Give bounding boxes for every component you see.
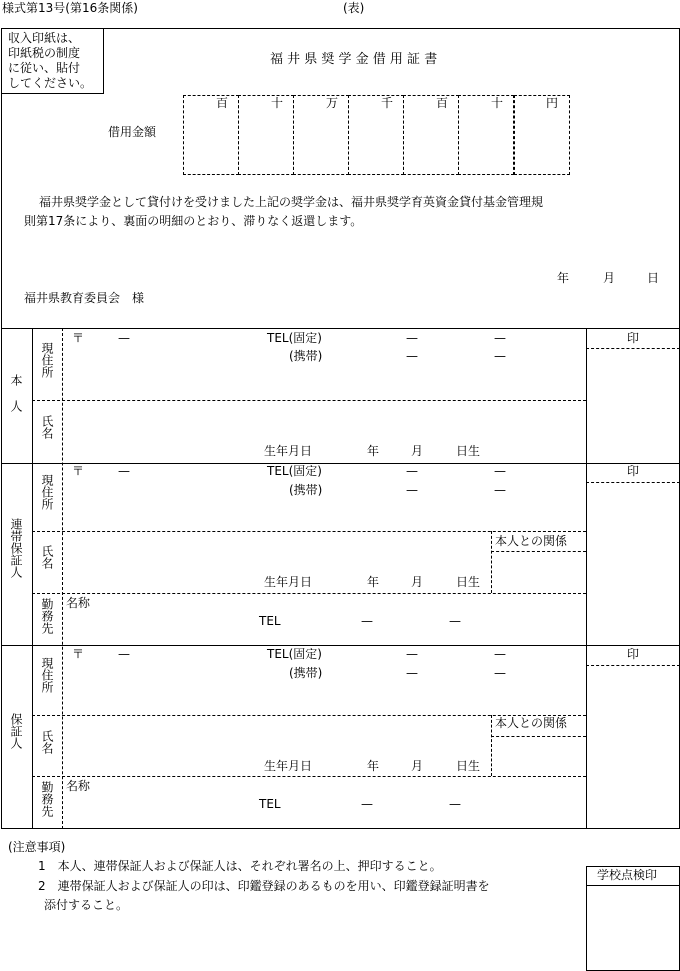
birth-month: 月 bbox=[411, 759, 424, 773]
work-tel-label: TEL bbox=[259, 797, 281, 811]
address-label: 現住所 bbox=[40, 342, 54, 378]
name-label: 氏名 bbox=[40, 545, 54, 569]
tel-fixed-label: TEL(固定) bbox=[267, 464, 322, 478]
date-day: 日 bbox=[647, 271, 660, 285]
amount-digit-box[interactable] bbox=[348, 95, 404, 175]
section-label-joint-guarantor: 連帯保証人 bbox=[9, 518, 23, 578]
birth-day: 日生 bbox=[456, 759, 481, 773]
amount-unit: 百 bbox=[216, 96, 229, 110]
tel-mobile-label: (携帯) bbox=[289, 349, 323, 363]
dash: — bbox=[449, 614, 461, 628]
dash: — bbox=[449, 797, 461, 811]
date-year: 年 bbox=[557, 271, 570, 285]
principal-name-field[interactable] bbox=[63, 401, 585, 462]
revenue-stamp-note-text: 収入印紙は、 印紙税の制度 に従い、貼付 してください。 bbox=[8, 31, 93, 90]
name-label: 氏名 bbox=[40, 730, 54, 754]
dash: — bbox=[361, 797, 373, 811]
principal-seal-field[interactable] bbox=[587, 349, 679, 462]
postal-mark: 〒 bbox=[72, 647, 85, 661]
birthdate-label: 生年月日 bbox=[264, 444, 313, 458]
work-tel-label: TEL bbox=[259, 614, 281, 628]
addressee: 福井県教育委員会 様 bbox=[24, 291, 145, 305]
amount-digit-box[interactable] bbox=[514, 95, 570, 175]
dash: — bbox=[494, 483, 506, 497]
amount-label: 借用金額 bbox=[108, 125, 157, 139]
relation-label: 本人との関係 bbox=[495, 716, 568, 730]
amount-unit: 円 bbox=[546, 96, 559, 110]
body-text-line1: 福井県奨学金として貸付けを受けました上記の奨学金は、福井県奨学育英資金貸付基金管理規 bbox=[39, 195, 544, 209]
address-label: 現住所 bbox=[40, 474, 54, 510]
dash: — bbox=[494, 647, 506, 661]
page-side-label: (表) bbox=[343, 1, 365, 15]
section-label-guarantor: 保証人 bbox=[9, 713, 23, 749]
amount-unit: 千 bbox=[381, 96, 394, 110]
dash: — bbox=[406, 331, 418, 345]
notes-item-1: 1 本人、連帯保証人および保証人は、それぞれ署名の上、押印すること。 bbox=[38, 859, 442, 873]
dash: — bbox=[406, 647, 418, 661]
page-title: 福 井 県 奨 学 金 借 用 証 書 bbox=[270, 52, 438, 67]
principal-address-field[interactable] bbox=[63, 329, 585, 399]
dash: — bbox=[494, 464, 506, 478]
section-label-principal: 本人 bbox=[9, 374, 23, 426]
form-number: 様式第13号(第16条関係) bbox=[2, 1, 138, 15]
tel-mobile-label: (携帯) bbox=[289, 666, 323, 680]
tel-fixed-label: TEL(固定) bbox=[267, 331, 322, 345]
birth-year: 年 bbox=[367, 575, 380, 589]
amount-digit-box[interactable] bbox=[183, 95, 239, 175]
birth-day: 日生 bbox=[456, 444, 481, 458]
notes-item-2: 2 連帯保証人および保証人の印は、印鑑登録のあるものを用い、印鑑登録証明書を bbox=[38, 879, 490, 893]
dash: — bbox=[118, 464, 130, 478]
relation-label: 本人との関係 bbox=[495, 534, 568, 548]
notes-item-2-continued: 添付すること。 bbox=[44, 898, 129, 912]
joint-guarantor-relation-field[interactable] bbox=[492, 552, 585, 592]
seal-label: 印 bbox=[627, 331, 640, 345]
birth-year: 年 bbox=[367, 759, 380, 773]
notes-heading: (注意事項) bbox=[8, 840, 66, 854]
amount-unit: 十 bbox=[271, 96, 284, 110]
dash: — bbox=[494, 666, 506, 680]
dash: — bbox=[406, 349, 418, 363]
dash: — bbox=[494, 331, 506, 345]
amount-digit-box[interactable] bbox=[458, 95, 514, 175]
dash: — bbox=[406, 483, 418, 497]
school-seal-label: 学校点検印 bbox=[597, 868, 658, 882]
birthdate-label: 生年月日 bbox=[264, 759, 313, 773]
date-month: 月 bbox=[603, 271, 616, 285]
birth-month: 月 bbox=[411, 444, 424, 458]
postal-mark: 〒 bbox=[72, 331, 85, 345]
dash: — bbox=[118, 331, 130, 345]
amount-unit: 万 bbox=[326, 96, 339, 110]
postal-mark: 〒 bbox=[72, 464, 85, 478]
dash: — bbox=[118, 647, 130, 661]
amount-digit-box[interactable] bbox=[293, 95, 349, 175]
name-label: 氏名 bbox=[40, 415, 54, 439]
amount-unit: 百 bbox=[436, 96, 449, 110]
company-name-label: 名称 bbox=[66, 596, 91, 610]
tel-fixed-label: TEL(固定) bbox=[267, 647, 322, 661]
dash: — bbox=[406, 464, 418, 478]
work-label: 勤務先 bbox=[40, 598, 54, 634]
seal-label: 印 bbox=[627, 647, 640, 661]
birthdate-label: 生年月日 bbox=[264, 575, 313, 589]
seal-label: 印 bbox=[627, 464, 640, 478]
birth-year: 年 bbox=[367, 444, 380, 458]
joint-guarantor-address-field[interactable] bbox=[63, 464, 585, 530]
joint-guarantor-work-field[interactable] bbox=[63, 594, 585, 644]
grid-line bbox=[32, 328, 33, 829]
work-label: 勤務先 bbox=[40, 781, 54, 817]
dash: — bbox=[361, 614, 373, 628]
guarantor-work-field[interactable] bbox=[63, 777, 585, 828]
amount-unit: 十 bbox=[491, 96, 504, 110]
amount-digit-box[interactable] bbox=[238, 95, 294, 175]
guarantor-address-field[interactable] bbox=[63, 646, 585, 714]
company-name-label: 名称 bbox=[66, 779, 91, 793]
amount-digit-box[interactable] bbox=[403, 95, 459, 175]
dash: — bbox=[494, 349, 506, 363]
address-label: 現住所 bbox=[40, 657, 54, 693]
tel-mobile-label: (携帯) bbox=[289, 483, 323, 497]
birth-month: 月 bbox=[411, 575, 424, 589]
birth-day: 日生 bbox=[456, 575, 481, 589]
dash: — bbox=[406, 666, 418, 680]
guarantor-seal-field[interactable] bbox=[587, 666, 679, 828]
school-seal-divider bbox=[586, 885, 680, 886]
guarantor-relation-field[interactable] bbox=[492, 737, 585, 775]
joint-guarantor-seal-field[interactable] bbox=[587, 483, 679, 644]
body-text-line2: 則第17条により、裏面の明細のとおり、滞りなく返還します。 bbox=[24, 214, 363, 228]
